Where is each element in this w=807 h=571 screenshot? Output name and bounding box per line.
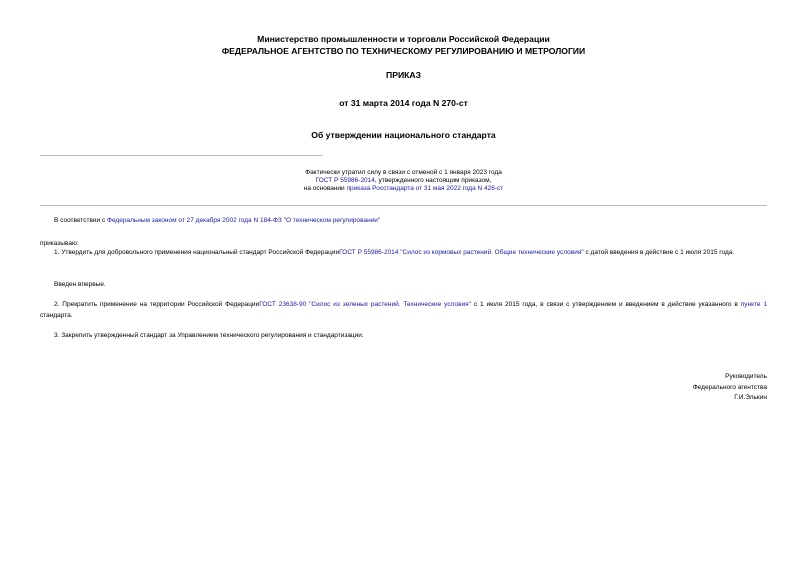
status-note [0,169,807,193]
preamble: В соответствии с Федеральным законом от 27 декабря 2002 года N 184-ФЗ "О техническом регулировании" [54,217,381,224]
gost-55986-link[interactable]: ГОСТ Р 55986-2014 [315,177,375,184]
item-1-reference-link[interactable]: пункте 1 [740,301,768,308]
document-type: ПРИКАЗ [386,70,421,80]
signature-title-2: Федерального агентства [692,383,767,391]
federal-law-link[interactable]: Федеральным законом от 27 декабря 2002 года N 184-ФЗ "О техническом регулировании" [107,217,381,224]
signature-title-1: Руководитель [725,373,767,380]
signature-block [693,372,767,404]
gost-55986-title-link[interactable]: ГОСТ Р 55986-2014 "Силос из кормовых растений. Общие технические условия" [339,249,584,256]
item-3: 3. Закрепить утвержденный стандарт за Управлением технического регулирования и стандартизации. [54,332,364,339]
status-note-line2: ГОСТ Р 55986-2014, утвержденного настоящим приказом, [315,177,492,184]
item-1: 1. Утвердить для добровольного применения национальный стандарт Российской ФедерацииГОСТ Р 55986-2014 "Силос из кормовых растений. Общие технические условия" с датой введения в действие с 1 июля 2015 года. [54,249,735,256]
status-divider [40,205,767,206]
item-2: 2. Прекратить применение на территории Российской ФедерацииГОСТ 23638-90 "Силос из зеленых растений. Технические условия" с 1 июля 2015 года, в связи с утверждением и введением в действие указанного в пункте 1 стандарта. [40,301,768,319]
introduced-note: Введен впервые. [54,281,106,288]
ministry-name: Министерство промышленности и торговли Российской Федерации [257,34,550,44]
order-date-number: от 31 марта 2014 года N 270-ст [339,98,468,108]
agency-name: ФЕДЕРАЛЬНОЕ АГЕНТСТВО ПО ТЕХНИЧЕСКОМУ РЕГУЛИРОВАНИЮ И МЕТРОЛОГИИ [221,46,586,56]
status-note-line1: Фактически утратил силу в связи с отменой с 1 января 2023 года [305,169,502,176]
order-subject: Об утверждении национального стандарта [311,130,496,140]
top-divider [40,155,322,156]
rosstandart-order-link[interactable]: приказа Росстандарта от 31 мая 2022 года N 428-ст [346,185,504,192]
order-word: приказываю: [40,240,79,247]
gost-23638-link[interactable]: ГОСТ 23638-90 "Силос из зеленых растений. Технические условия" [259,301,471,308]
status-note-line3: на основании приказа Росстандарта от 31 мая 2022 года N 428-ст [303,185,504,192]
signature-name: Г.И.Элькин [734,394,767,401]
